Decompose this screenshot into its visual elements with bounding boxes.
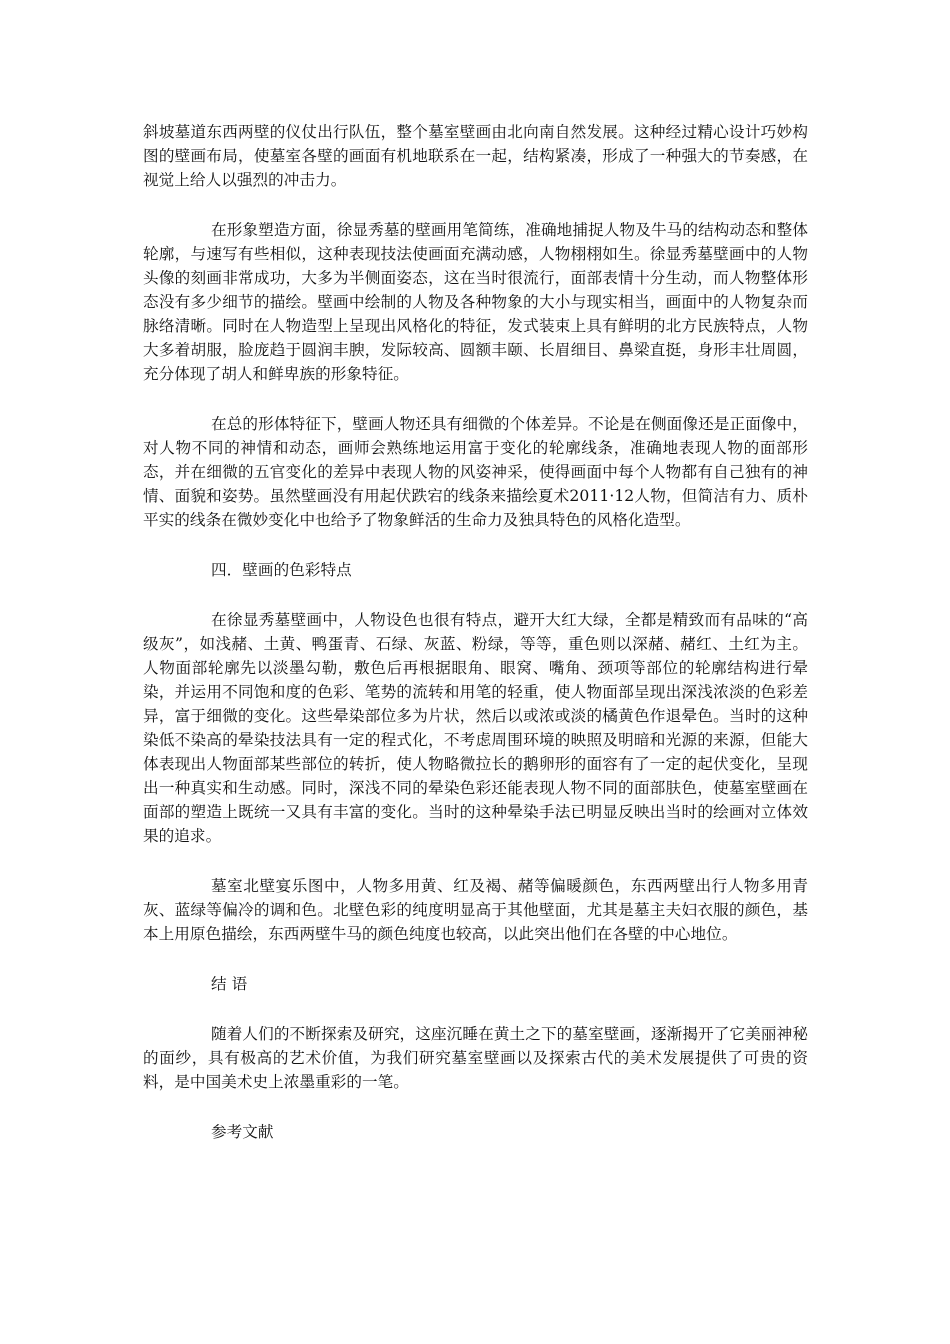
paragraph-conclusion: 随着人们的不断探索及研究，这座沉睡在黄土之下的墓室壁画，逐渐揭开了它美丽神秘的面纱，具有极高的艺术价值，为我们研究墓室壁画以及探索古代的美术发展提供了可贵的资料，是中国美术史上浓墨重彩的一笔。 — [143, 1025, 808, 1091]
paragraph-figure-modeling: 在形象塑造方面，徐显秀墓的壁画用笔简练，准确地捕捉人物及牛马的结构动态和整体轮廓，与速写有些相似，这种表现技法使画面充满动感，人物栩栩如生。徐显秀墓壁画中的人物头像的刻画非常成功，大多为半侧面姿态，这在当时很流行，面部表情十分生动，而人物整体形态没有多少细节的描绘。壁画中绘制的人物及各种物象的大小与现实相当，画面中的人物复杂而脉络清晰。同时在人物造型上呈现出风格化的特征，发式装束上具有鲜明的北方民族特点，人物大多着胡服，脸庞趋于圆润丰腴，发际较高、圆额丰颐、长眉细目、鼻梁直挺，身形丰壮周圆，充分体现了胡人和鲜卑族的形象特征。 — [143, 221, 808, 383]
section-heading-conclusion: 结 语 — [211, 975, 248, 993]
paragraph-composition: 斜坡墓道东西两壁的仪仗出行队伍，整个墓室壁画由北向南自然发展。这种经过精心设计巧妙构图的壁画布局，使墓室各壁的画面有机地联系在一起，结构紧凑，形成了一种强大的节奏感，在视觉上给人以强烈的冲击力。 — [143, 123, 808, 189]
section-heading-color: 四．壁画的色彩特点 — [211, 561, 352, 579]
document-body — [143, 120, 808, 1144]
paragraph-wall-colors: 墓室北壁宴乐图中，人物多用黄、红及褐、赭等偏暖颜色，东西两壁出行人物多用青灰、蓝绿等偏冷的调和色。北壁色彩的纯度明显高于其他壁面，尤其是墓主夫妇衣服的颜色，基本上用原色描绘，东西两壁牛马的颜色纯度也较高，以此突出他们在各壁的中心地位。 — [143, 877, 808, 943]
paragraph-color-technique: 在徐显秀墓壁画中，人物设色也很有特点，避开大红大绿，全都是精致而有品味的“高级灰”，如浅赭、土黄、鸭蛋青、石绿、灰蓝、粉绿，等等，重色则以深赭、赭红、土红为主。人物面部轮廓先以淡墨勾勒，敷色后再根据眼角、眼窝、嘴角、颈项等部位的轮廓结构进行晕染，并运用不同饱和度的色彩、笔势的流转和用笔的轻重，使人物面部呈现出深浅浓淡的色彩差异，富于细微的变化。这些晕染部位多为片状，然后以或浓或淡的橘黄色作退晕色。当时的这种染低不染高的晕染技法具有一定的程式化，不考虑周围环境的映照及明暗和光源的来源，但能大体表现出人物面部某些部位的转折，使人物略微拉长的鹅卵形的面容有了一定的起伏变化，呈现出一种真实和生动感。同时，深浅不同的晕染色彩还能表现人物不同的面部肤色，使墓室壁画在面部的塑造上既统一又具有丰富的变化。当时的这种晕染手法已明显反映出当时的绘画对立体效果的追求。 — [143, 611, 808, 845]
section-heading-references: 参考文献 — [211, 1123, 274, 1141]
paragraph-individual-differences: 在总的形体特征下，壁画人物还具有细微的个体差异。不论是在侧面像还是正面像中，对人物不同的神情和动态，画师会熟练地运用富于变化的轮廓线条，准确地表现人物的面部形态，并在细微的五官变化的差异中表现人物的风姿神采，使得画面中每个人物都有自己独有的神情、面貌和姿势。虽然壁画没有用起伏跌宕的线条来描绘夏术2011·12人物，但简洁有力、质朴平实的线条在微妙变化中也给予了物象鲜活的生命力及独具特色的风格化造型。 — [143, 415, 808, 529]
